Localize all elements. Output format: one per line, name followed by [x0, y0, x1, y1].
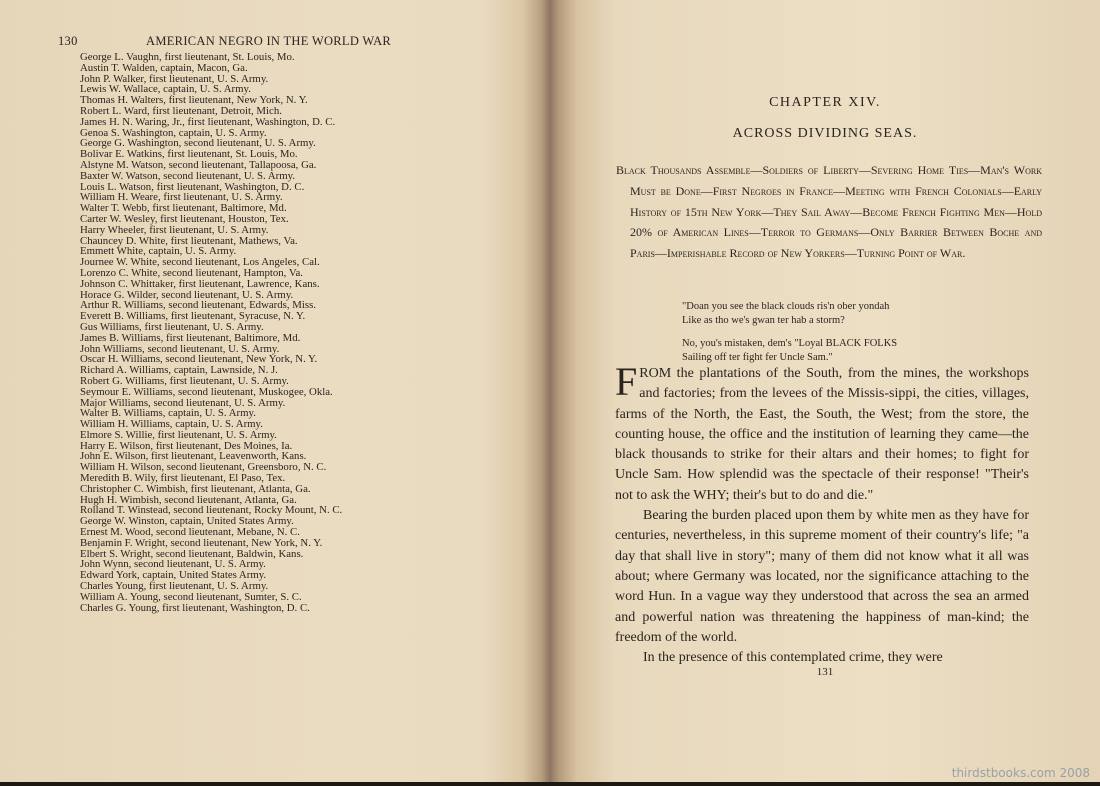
body-paragraph — [615, 359, 1029, 506]
roster-entry: Ernest M. Wood, second lieutenant, Mebane, N. C. — [80, 526, 300, 539]
roster-entry: Charles Young, first lieutenant, U. S. Army. — [80, 580, 269, 593]
running-head-title: AMERICAN NEGRO IN THE WORLD WAR — [146, 34, 392, 48]
roster-entry: George W. Winston, captain, United States Army. — [80, 515, 294, 528]
roster-entry: Seymour E. Williams, second lieutenant, Muskogee, Okla. — [80, 385, 333, 398]
roster-entry: Chauncey D. White, first lieutenant, Mathews, Va. — [80, 234, 298, 247]
roster-entry: Bolivar E. Watkins, first lieutenant, St. Louis, Mo. — [80, 148, 298, 161]
right-page — [550, 0, 1100, 786]
roster-entry: Lorenzo C. White, second lieutenant, Hampton, Va. — [80, 266, 303, 279]
roster-entry: Major Williams, second lieutenant, U. S. Army. — [80, 396, 286, 409]
table-edge — [0, 782, 1100, 786]
roster-entry: John P. Walker, first lieutenant, U. S. Army. — [80, 72, 269, 85]
roster-entry: John E. Wilson, first lieutenant, Leavenworth, Kans. — [80, 450, 307, 463]
chapter-title: ACROSS DIVIDING SEAS. — [732, 126, 918, 141]
roster-entry: Richard A. Williams, captain, Lawnside, N. J. — [80, 364, 278, 377]
page-number-left: 130 — [58, 34, 78, 48]
epigraph-line: Sailing off ter fight fer Uncle Sam." — [682, 351, 833, 363]
roster-entry: Lewis W. Wallace, captain, U. S. Army. — [80, 83, 251, 96]
paragraph-text: ROM the plantations of the South, from the mines, the workshops and factories; from the levees of the Missis-sippi, the cities, villages, farms of the North, the East, the South, the West; from the store, the counting house, the office and the institution of learning they came—the black thousands to strike for their altars and their homes; to fight for Uncle Sam. How splendid was the spectacle of their response! "Their's not to ask the WHY; their's but to do and die." — [615, 366, 1029, 503]
roster-entry: Alstyne M. Watson, second lieutenant, Tallapoosa, Ga. — [80, 158, 317, 171]
roster-entry: William H. Williams, captain, U. S. Army. — [80, 418, 263, 431]
roster-entry: Genoa S. Washington, captain, U. S. Army. — [80, 126, 267, 139]
roster-entry: Emmett White, captain, U. S. Army. — [80, 245, 237, 258]
body-paragraph: Bearing the burden placed upon them by white men as they have for centuries, nevertheless, in this supreme moment of their country's life; "a day that shall live in story"; many of them did not know what it all was about; where Germany was located, nor the significance attaching to the word Hun. In a vague way they understood that across the sea an armed and powerful nation was threatening the happiness of man-kind; the freedom of the world. — [615, 508, 1029, 645]
roster-entry: Everett B. Williams, first lieutenant, Syracuse, N. Y. — [80, 310, 306, 323]
roster-entry: Horace G. Wilder, second lieutenant, U. S. Army. — [80, 288, 294, 301]
roster-entry: Hugh H. Wimbish, second lieutenant, Atlanta, Ga. — [80, 493, 297, 506]
roster-entry: Walter T. Webb, first lieutenant, Baltimore, Md. — [80, 202, 287, 215]
chapter-number: CHAPTER XIV. — [769, 95, 881, 110]
epigraph-line: "Doan you see the black clouds ris'n ober yondah — [682, 301, 890, 312]
roster-entry: Austin T. Walden, captain, Macon, Ga. — [80, 61, 248, 74]
roster-entry: Harry E. Wilson, first lieutenant, Des Moines, Ia. — [80, 439, 293, 452]
officer-roster — [80, 52, 520, 613]
epigraph — [682, 300, 1022, 364]
body-text — [615, 359, 1029, 668]
roster-entry: John Williams, second lieutenant, U. S. Army. — [80, 342, 280, 355]
roster-entry: George L. Vaughn, first lieutenant, St. Louis, Mo. — [80, 51, 295, 63]
chapter-synopsis: Black Thousands Assemble—Soldiers of Liberty—Severing Home Ties—Man's Work Must be Done—First Negroes in France—Meeting with French Colonials—Early History of 15th New York—They Sail Away—Become French Fighting Men—Hold 20% of American Lines—Terror to Germans—Only Barrier Between Boche and Paris—Imperishable Record of New Yorkers—Turning Point of War. — [616, 163, 1042, 261]
roster-entry: Arthur R. Williams, second lieutenant, Edwards, Miss. — [80, 299, 316, 312]
roster-entry: Louis L. Watson, first lieutenant, Washington, D. C. — [80, 180, 305, 193]
roster-entry: Robert L. Ward, first lieutenant, Detroit, Mich. — [80, 104, 282, 117]
roster-entry: Elbert S. Wright, second lieutenant, Baldwin, Kans. — [80, 547, 304, 560]
roster-entry: Robert G. Williams, first lieutenant, U. S. Army. — [80, 374, 289, 387]
roster-entry: Baxter W. Watson, second lieutenant, U. S. Army. — [80, 169, 296, 182]
roster-entry: Harry Wheeler, first lieutenant, U. S. Army. — [80, 223, 269, 236]
roster-entry: Gus Williams, first lieutenant, U. S. Army. — [80, 320, 264, 333]
roster-entry: Benjamin F. Wright, second lieutenant, New York, N. Y. — [80, 536, 323, 549]
roster-entry: William H. Wilson, second lieutenant, Greensboro, N. C. — [80, 461, 327, 474]
roster-entry: James H. N. Waring, Jr., first lieutenant, Washington, D. C. — [80, 115, 336, 128]
roster-entry: John Wynn, second lieutenant, U. S. Army. — [80, 558, 266, 571]
roster-entry: William H. Weare, first lieutenant, U. S. Army. — [80, 191, 283, 204]
roster-entry: Journee W. White, second lieutenant, Los Angeles, Cal. — [80, 256, 320, 269]
roster-entry: Charles G. Young, first lieutenant, Washington, D. C. — [80, 601, 310, 614]
roster-entry: William A. Young, second lieutenant, Sumter, S. C. — [80, 590, 302, 603]
page-number-right: 131 — [816, 666, 834, 678]
epigraph-line: No, you's mistaken, dem's "Loyal BLACK FOLKS — [682, 338, 898, 349]
roster-entry: James B. Williams, first lieutenant, Baltimore, Md. — [80, 331, 301, 344]
roster-entry: Rolland T. Winstead, second lieutenant, Rocky Mount, N. C. — [80, 504, 343, 517]
drop-cap: F — [615, 359, 638, 404]
body-paragraph: In the presence of this contemplated crime, they were — [643, 650, 943, 666]
roster-entry: Edward York, captain, United States Army. — [80, 569, 267, 582]
roster-entry: Oscar H. Williams, second lieutenant, New York, N. Y. — [80, 353, 318, 366]
roster-entry: Meredith B. Wily, first lieutenant, El Paso, Tex. — [80, 472, 286, 485]
watermark: thirdstbooks.com 2008 — [951, 766, 1090, 780]
roster-entry: Johnson C. Whittaker, first lieutenant, Lawrence, Kans. — [80, 277, 320, 290]
roster-entry: George G. Washington, second lieutenant, U. S. Army. — [80, 137, 316, 150]
roster-entry: Thomas H. Walters, first lieutenant, New York, N. Y. — [80, 94, 308, 107]
roster-entry: Walter B. Williams, captain, U. S. Army. — [80, 407, 256, 420]
roster-entry: Carter W. Wesley, first lieutenant, Houston, Tex. — [80, 212, 289, 225]
epigraph-line: Like as tho we's gwan ter hab a storm? — [682, 314, 845, 326]
roster-entry: Elmore S. Willie, first lieutenant, U. S. Army. — [80, 428, 277, 441]
roster-entry: Christopher C. Wimbish, first lieutenant, Atlanta, Ga. — [80, 482, 311, 495]
